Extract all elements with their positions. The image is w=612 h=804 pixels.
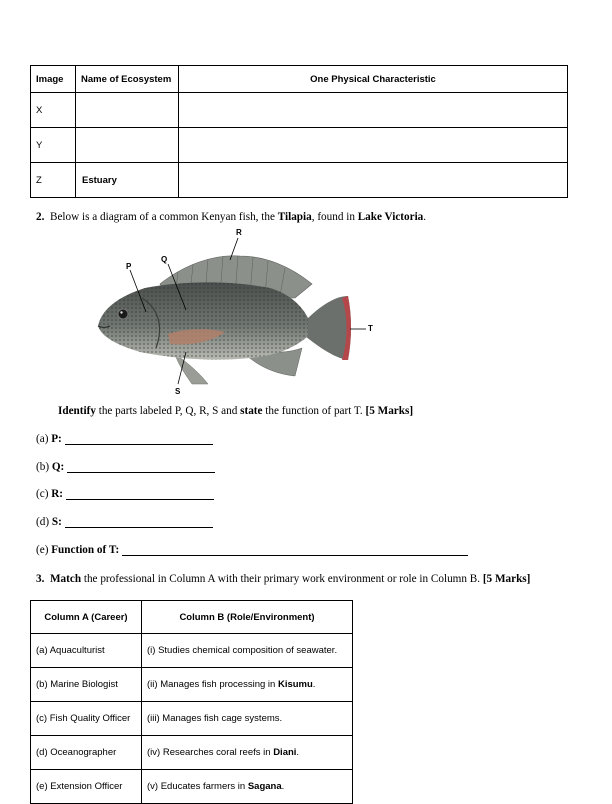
header-image: Image [31, 66, 76, 93]
q2-instruction-bold: state [240, 405, 263, 417]
role-text: . [296, 747, 300, 758]
answer-line[interactable] [65, 518, 213, 528]
role-text: (iii) Manages fish cage systems. [147, 713, 283, 724]
q2-instruction-text: the parts labeled P, Q, R, S and [95, 405, 241, 417]
table-header-row [31, 601, 353, 634]
answer-prefix: (e) [36, 544, 52, 556]
table-row [31, 736, 353, 770]
role-text: (v) Educates farmers in [147, 781, 248, 792]
role-text: (ii) Manages fish processing in [147, 679, 278, 690]
answer-prefix: (a) [36, 433, 52, 445]
table-row [31, 770, 353, 804]
role-place: Sagana [247, 781, 282, 792]
tilapia-diagram [90, 226, 390, 401]
fish-eye [118, 309, 128, 319]
answer-prefix: (c) [36, 488, 52, 500]
table-row [31, 702, 353, 736]
career-cell: (e) Extension Officer [31, 770, 142, 804]
row-image-label: Z [31, 163, 76, 198]
characteristic-cell[interactable] [179, 128, 568, 163]
table-row [31, 128, 568, 163]
header-ecosystem-name: Name of Ecosystem [76, 66, 179, 93]
table-row [31, 163, 568, 198]
caudal-fin [305, 296, 351, 360]
role-cell [142, 702, 353, 736]
answer-p [36, 433, 213, 445]
row-image-label: X [31, 93, 76, 128]
label-r: R [236, 228, 242, 237]
ecosystem-name-cell[interactable] [76, 93, 179, 128]
q2-text: . [423, 211, 427, 223]
role-place: Diani [273, 747, 297, 758]
career-cell: (d) Oceanographer [31, 736, 142, 770]
table-row [31, 93, 568, 128]
role-cell [142, 634, 353, 668]
answer-line[interactable] [122, 546, 468, 556]
ecosystem-name-cell[interactable]: Estuary [76, 163, 179, 198]
row-image-label: Y [31, 128, 76, 163]
label-p: P [126, 262, 132, 271]
role-place: Kisumu [277, 679, 313, 690]
matching-table [30, 600, 353, 804]
table-row [31, 634, 353, 668]
answer-label: R: [51, 488, 64, 500]
career-cell: (b) Marine Biologist [31, 668, 142, 702]
q2-instruction-text: the function of part T. [262, 405, 366, 417]
career-cell: (a) Aquaculturist [31, 634, 142, 668]
ecosystem-name-cell[interactable] [76, 128, 179, 163]
role-text: (i) Studies chemical composition of seawater. [147, 645, 338, 656]
table-row [31, 668, 353, 702]
lake-name: Lake Victoria [357, 211, 424, 223]
answer-line[interactable] [66, 490, 214, 500]
ecosystem-table [30, 65, 568, 198]
q2-text: Below is a diagram of a common Kenyan fish, the [49, 211, 278, 223]
fish-name: Tilapia [277, 211, 312, 223]
answer-label: Function of T: [51, 544, 120, 556]
header-column-a: Column A (Career) [31, 601, 142, 634]
label-s: S [175, 387, 181, 396]
question-number: 3. [36, 573, 45, 585]
q2-instruction [58, 405, 413, 417]
career-cell: (c) Fish Quality Officer [31, 702, 142, 736]
header-column-b: Column B (Role/Environment) [142, 601, 353, 634]
role-cell [142, 668, 353, 702]
characteristic-cell[interactable] [179, 163, 568, 198]
answer-line[interactable] [65, 435, 213, 445]
answer-r [36, 488, 214, 500]
question-2 [36, 211, 426, 223]
question-3 [36, 573, 530, 585]
answer-line[interactable] [67, 463, 215, 473]
q3-instruction-bold: Match [49, 573, 82, 585]
answer-prefix: (d) [36, 516, 52, 528]
label-t: T [368, 324, 373, 333]
table-header-row [31, 66, 568, 93]
role-text: . [312, 679, 316, 690]
answer-s [36, 516, 213, 528]
role-text: (iv) Researches coral reefs in [147, 747, 274, 758]
marks-label: [5 Marks] [482, 573, 531, 585]
role-cell [142, 736, 353, 770]
marks-label: [5 Marks] [365, 405, 414, 417]
answer-prefix: (b) [36, 461, 52, 473]
role-cell [142, 770, 353, 804]
q3-instruction-text: the professional in Column A with their primary work environment or role in Column B. [81, 573, 483, 585]
q2-text: , found in [311, 211, 358, 223]
answer-t-function [36, 544, 468, 556]
label-q: Q [161, 255, 168, 264]
characteristic-cell[interactable] [179, 93, 568, 128]
role-text: . [281, 781, 285, 792]
q2-instruction-bold: Identify [58, 405, 96, 417]
header-physical-characteristic: One Physical Characteristic [179, 66, 568, 93]
answer-q [36, 461, 215, 473]
answer-label: P: [51, 433, 62, 445]
question-number: 2. [36, 211, 45, 223]
answer-label: S: [51, 516, 62, 528]
answer-label: Q: [51, 461, 65, 473]
